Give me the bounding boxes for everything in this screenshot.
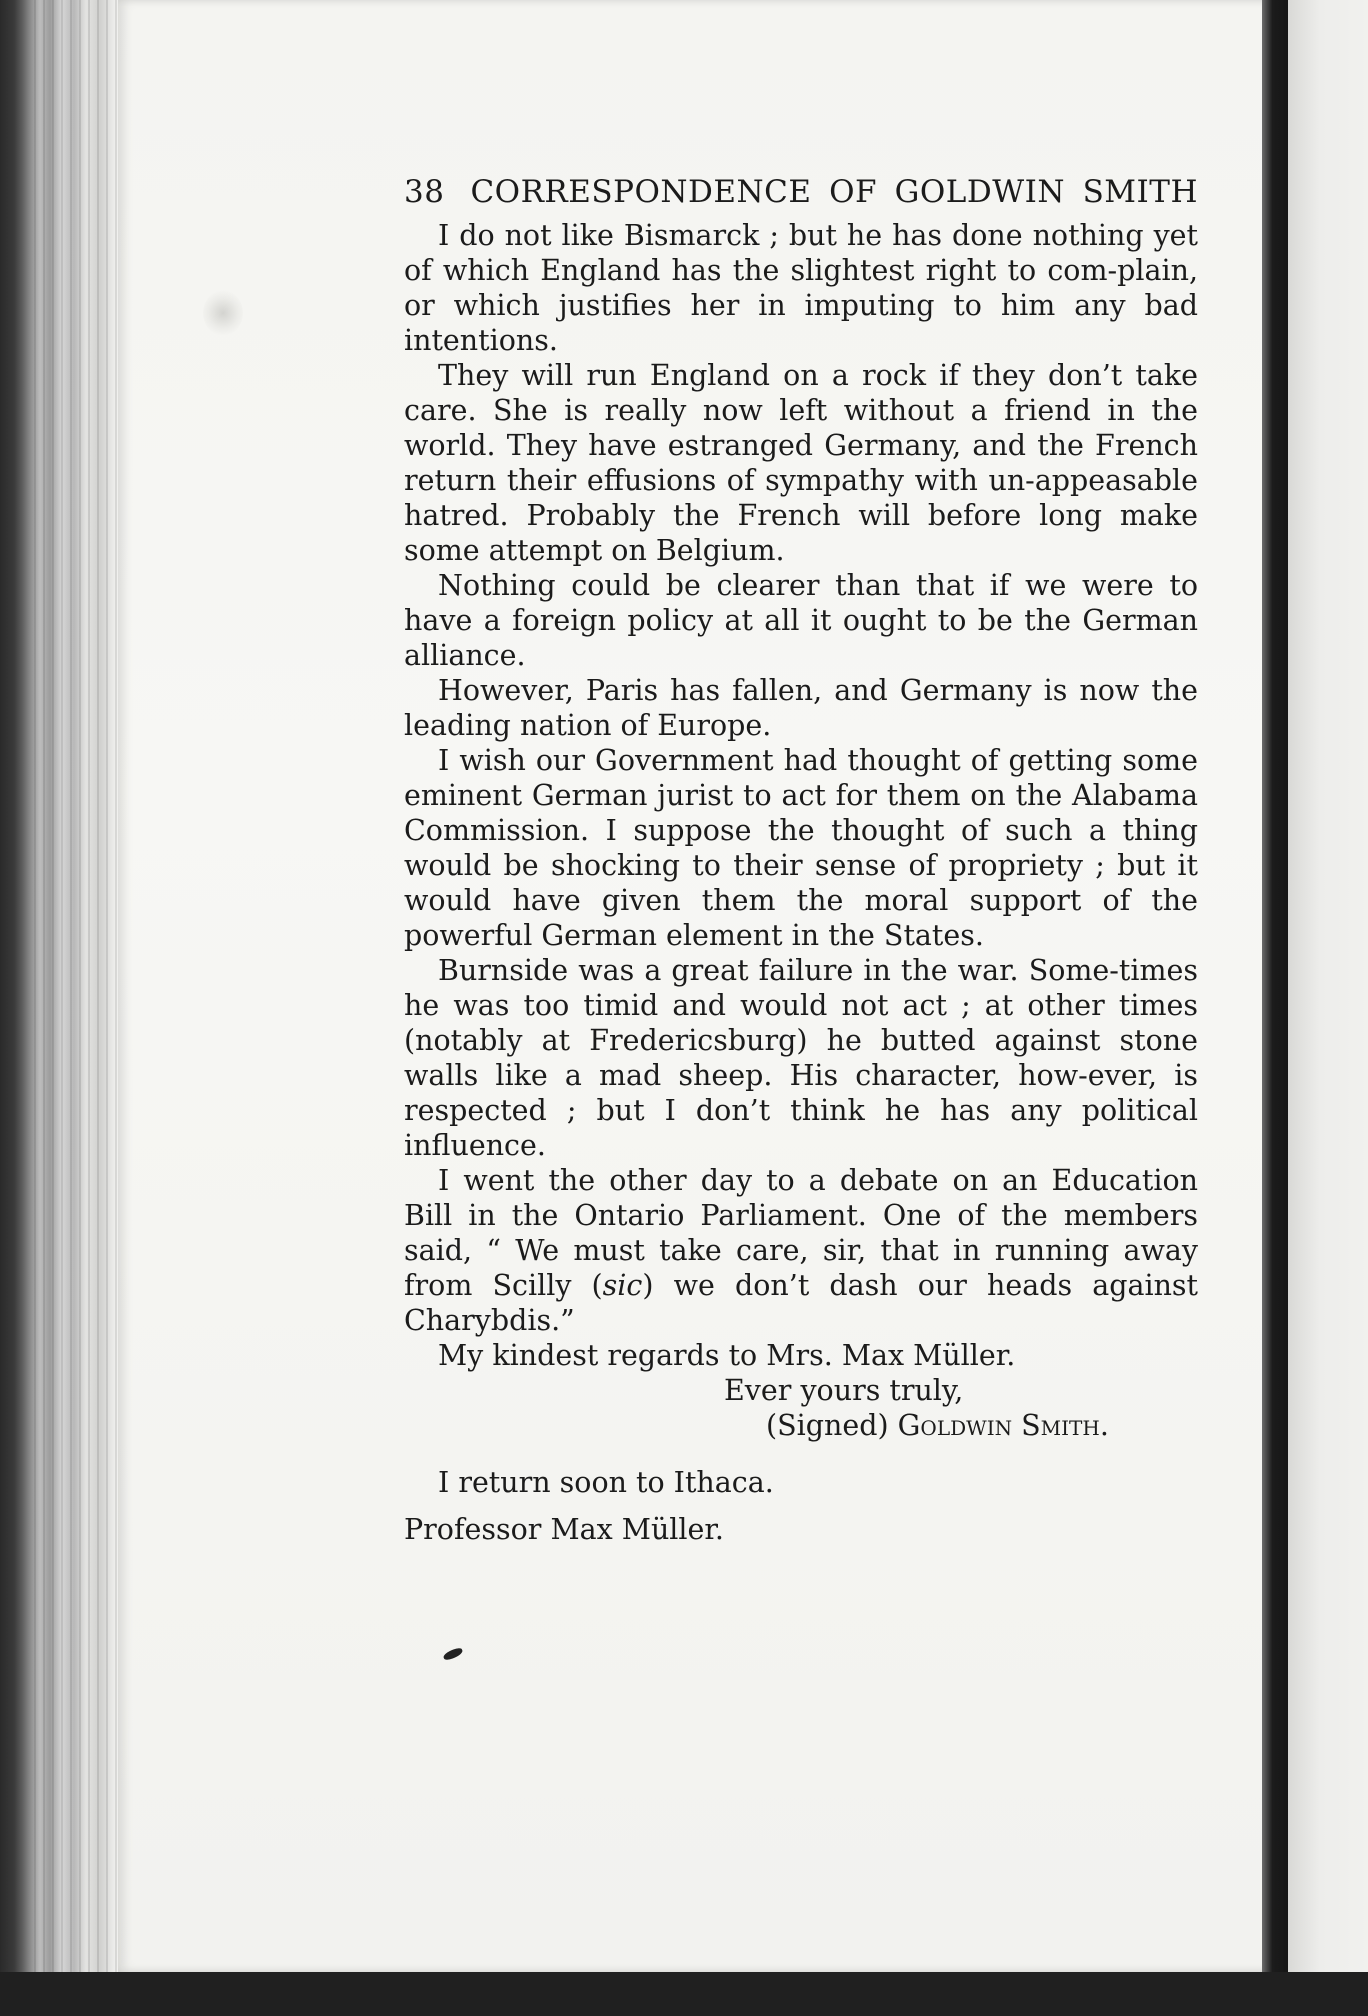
paragraph-german-alliance: Nothing could be clearer than that if we were to have a foreign policy at all it ought to be the German alliance. [404, 569, 1198, 672]
bottom-shadow [0, 1972, 1368, 2016]
signature-line [404, 1408, 1198, 1443]
running-head [404, 172, 1198, 212]
paragraph-paris-fallen: However, Paris has fallen, and Germany is now the leading nation of Europe. [404, 674, 1198, 742]
addressee: Professor Max Müller. [404, 1513, 724, 1546]
postscript: I return soon to Ithaca. [438, 1466, 774, 1499]
running-head-title: CORRESPONDENCE OF GOLDWIN SMITH [470, 174, 1198, 210]
paragraph-burnside: Burnside was a great failure in the war. Some-times he was too timid and would not act ; at other times (notably at Fredericsburg) he butted against stone walls like a mad sheep. His character, how-ever, is respected ; but I don’t think he has any political influence. [404, 954, 1198, 1162]
paper-smudge [203, 290, 243, 336]
paragraph-bismarck: I do not like Bismarck ; but he has done nothing yet of which England has the slightest right to com-plain, or which justifies her in imputing to him any bad intentions. [404, 219, 1198, 357]
education-text-before: I went the other day to a debate on an Education Bill in the Ontario Parliament. One of the members said, “ We must take care, sir, that in running away from Scilly ( [404, 1164, 1198, 1302]
text-column [404, 172, 1198, 1547]
page-number: 38 [404, 174, 445, 210]
sic-italic: sic [602, 1269, 643, 1302]
closing-regards: My kindest regards to Mrs. Max Müller. [438, 1339, 1016, 1372]
education-text-after: ) we don’t dash our heads against Charybdis.” [404, 1269, 1199, 1337]
page-edge-lines [34, 0, 124, 2016]
valediction: Ever yours truly, [724, 1374, 964, 1407]
paragraph-education-bill [404, 1163, 1198, 1338]
page-gutter-shadow [1262, 0, 1288, 2016]
paragraph-england-rock: They will run England on a rock if they don’t take care. She is really now left without a friend in the world. They have estranged Germany, and the French return their effusions of sympathy with un-appeasable hatred. Probably the French will before long make some attempt on Belgium. [404, 359, 1198, 567]
paragraph-alabama-commission: I wish our Government had thought of getting some eminent German jurist to act for them on the Alabama Commission. I suppose the thought of such a thing would be shocking to their sense of propriety ; but it would have given them the moral support of the powerful German element in the States. [404, 744, 1198, 952]
facing-page-edge [1288, 0, 1368, 2016]
signed-prefix: (Signed) [766, 1409, 889, 1442]
signatory-name: Goldwin Smith. [897, 1409, 1109, 1442]
